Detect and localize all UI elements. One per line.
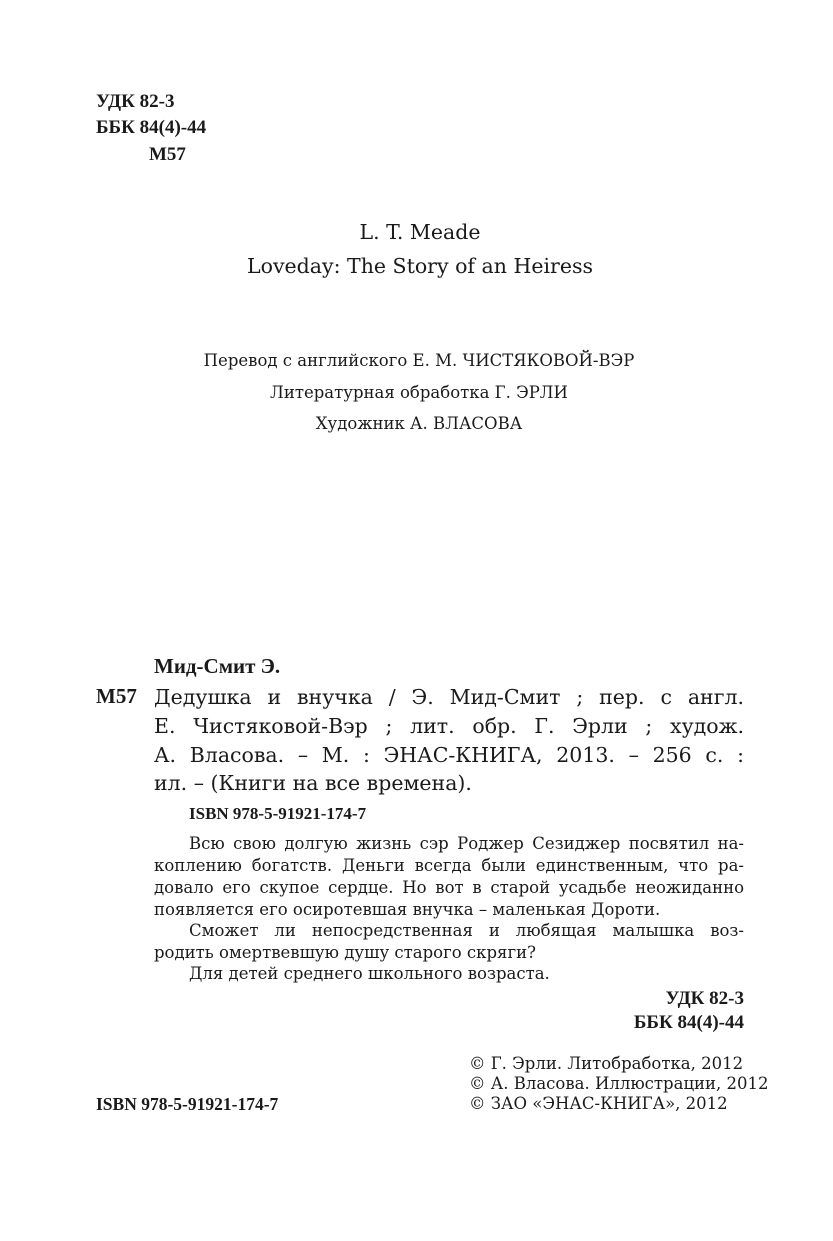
isbn-bottom: ISBN 978-5-91921-174-7 <box>96 1094 279 1114</box>
credit-literary: Литературная обработка Г. ЭРЛИ <box>270 383 568 402</box>
copyright-line: © Г. Эрли. Литобработка, 2012 <box>469 1054 744 1073</box>
abstract-line: Для детей среднего школьного возраста. <box>189 964 550 983</box>
original-author: L. T. Meade <box>359 220 481 244</box>
catalog-line: А. Власова. – М. : ЭНАС-КНИГА, 2013. – 256 с. : <box>154 743 744 767</box>
abstract-line: родить омертвевшую душу старого скряги? <box>154 943 536 962</box>
copyright-line: © ЗАО «ЭНАС-КНИГА», 2012 <box>469 1094 728 1113</box>
udk-code-bottom: УДК 82-3 <box>665 988 744 1009</box>
copyright-line: © А. Власова. Иллюстрации, 2012 <box>469 1074 769 1093</box>
udk-code-top: УДК 82-3 <box>96 91 175 112</box>
catalog-line: Е. Чистяковой-Вэр ; лит. обр. Г. Эрли ; худож. <box>154 714 744 738</box>
abstract-line: Всю свою долгую жизнь сэр Роджер Сезиджер посвятил на- <box>189 834 744 853</box>
catalog-author-mark: М57 <box>96 684 137 708</box>
bbk-code-bottom: ББК 84(4)-44 <box>633 1012 744 1033</box>
catalog-heading: Мид-Смит Э. <box>154 654 281 678</box>
bbk-code-top: ББК 84(4)-44 <box>96 117 207 138</box>
credit-translation: Перевод с английского Е. М. ЧИСТЯКОВОЙ-ВЭР <box>203 351 635 370</box>
catalog-line: ил. – (Книги на все времена). <box>154 771 472 795</box>
abstract-line: коплению богатств. Деньги всегда были единственным, что ра- <box>154 856 744 875</box>
abstract-line: Сможет ли непосредственная и любящая малышка воз- <box>189 921 744 940</box>
catalog-isbn: ISBN 978-5-91921-174-7 <box>189 804 367 823</box>
abstract-line: появляется его осиротевшая внучка – маленькая Дороти. <box>154 900 661 919</box>
original-title: Loveday: The Story of an Heiress <box>247 254 593 278</box>
author-mark-top: М57 <box>149 144 186 165</box>
catalog-line: Дедушка и внучка / Э. Мид-Смит ; пер. с англ. <box>154 685 744 709</box>
abstract-line: довало его скупое сердце. Но вот в старой усадьбе неожиданно <box>154 878 744 897</box>
credit-artist: Художник А. ВЛАСОВА <box>315 414 523 433</box>
